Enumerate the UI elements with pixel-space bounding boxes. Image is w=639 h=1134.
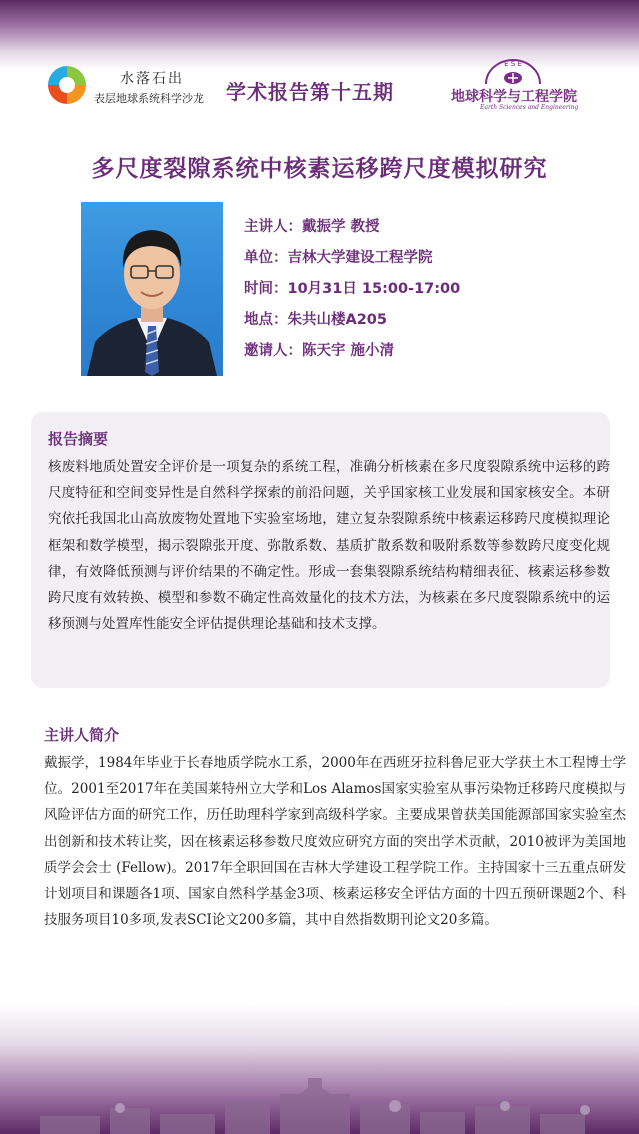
speaker-line: 主讲人：戴振学 教授 [244, 219, 380, 235]
series-title: 学术报告第十五期 [226, 80, 394, 104]
place-line: 地点：朱共山楼A205 [244, 312, 387, 328]
unit-line: 单位：吉林大学建设工程学院 [244, 250, 433, 266]
time-line: 时间：10月31日 15:00-17:00 [244, 281, 461, 297]
talk-info [244, 217, 460, 372]
school-name-en: Earth Sciences and Engineering [480, 104, 579, 111]
talk-title: 多尺度裂隙系统中核素运移跨尺度模拟研究 [91, 156, 548, 182]
campus-skyline-icon [0, 1064, 639, 1134]
school-logo-icon [478, 54, 548, 90]
salon-subtitle: 表层地球系统科学沙龙 [94, 92, 204, 105]
speaker-photo [81, 202, 223, 376]
bio-heading: 主讲人简介 [44, 726, 120, 744]
abstract-text: 核废料地质处置安全评价是一项复杂的系统工程，准确分析核素在多尺度裂隙系统中运移的跨尺度特征和空间变异性是自然科学探索的前沿问题，关乎国家核工业发展和国家核安全。本研究依托我国北山高放废物处置地下实验室场地，建立复杂裂隙系统中核素运移跨尺度模拟理论框架和数学模型，揭示裂隙张开度、弥散系数、基质扩散系数和吸附系数等参数跨尺度变化规律，有效降低预测与评价结果的不确定性。形成一套集裂隙系统结构精细表征、核素运移参数跨尺度有效转换、模型和参数不确定性高效量化的技术方法，为核素在多尺度裂隙系统中的运移预测与处置库性能安全评估提供理论基础和技术支撑。 [48, 459, 610, 633]
bio-text: 戴振学，1984年毕业于长春地质学院水工系，2000年在西班牙拉科鲁尼亚大学获土木工程博士学位。2001至2017年在美国莱特州立大学和Los Alamos国家实验室从事污染物迁移跨尺度模拟与风险评估方面的研究工作，历任助理科学家到高级科学家。主要成果曾获美国能源部国家实验室杰出创新和技术转让奖，因在核素运移参数尺度效应研究方面的突出学术贡献，2010被评为美国地质学会会士 (Fellow)。2017年全职回国在吉林大学建设工程学院工作。主持国家十三五重点研发计划项目和课题各1项、国家自然科学基金3项、核素运移安全评估方面的十四五预研课题2个、科技服务项目10多项,发表SCI论文200多篇，其中自然指数期刊论文20多篇。 [44, 755, 626, 929]
salon-name: 水落石出 [120, 71, 184, 87]
inviter-line: 邀请人：陈天宇 施小清 [244, 343, 395, 359]
salon-logo-icon [46, 64, 88, 106]
abstract-heading: 报告摘要 [48, 430, 109, 448]
school-logo-badge: E S E [504, 60, 522, 68]
speaker-portrait-icon [81, 202, 223, 376]
school-name: 地球科学与工程学院 [451, 89, 577, 105]
